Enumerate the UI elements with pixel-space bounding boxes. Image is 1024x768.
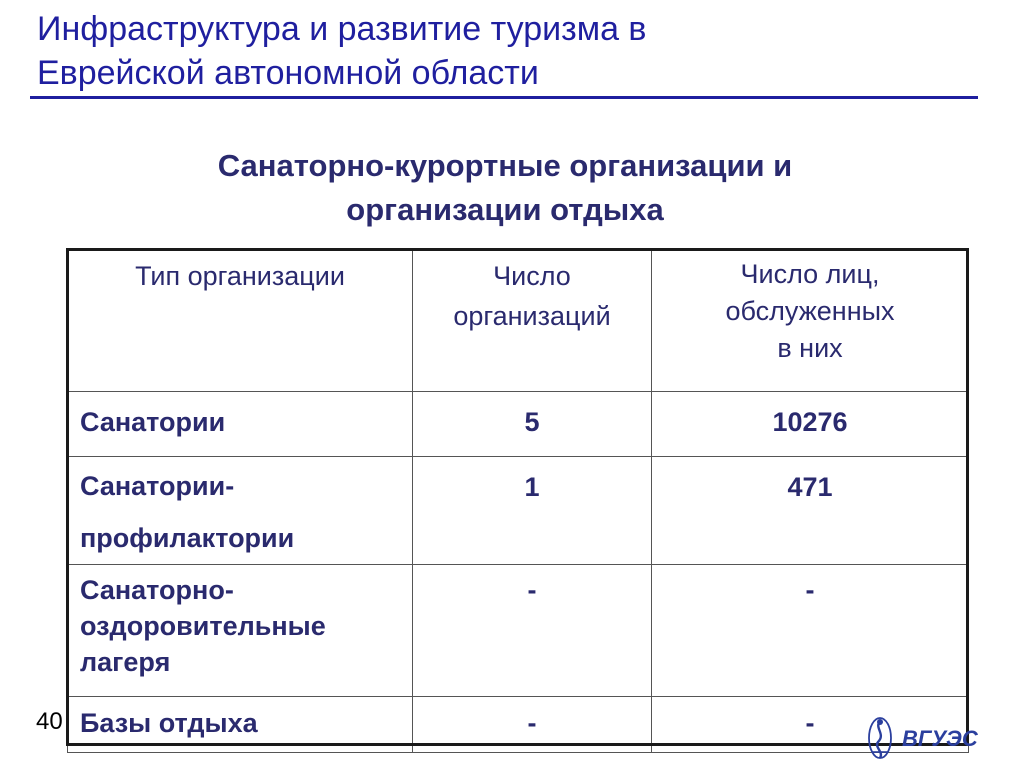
row-type-cell [68, 697, 413, 753]
row-served-cell [652, 565, 969, 697]
table-row [68, 457, 969, 565]
table-row [68, 697, 969, 753]
logo-emblem-icon [869, 718, 891, 758]
table-row [68, 392, 969, 457]
header-served-line-3: в них [777, 333, 843, 363]
row-type-cell [68, 565, 413, 697]
row-count: 1 [524, 472, 540, 502]
header-served-cell [652, 250, 969, 392]
row-count: - [527, 575, 537, 605]
row-served-cell [652, 457, 969, 565]
header-count-line-1: Число [493, 261, 571, 291]
logo-wordmark: ВГУЭС [902, 726, 978, 751]
row-type-cell [68, 457, 413, 565]
row-served: - [805, 708, 815, 738]
slide-title-line-1: Инфраструктура и развитие туризма в [37, 10, 647, 48]
slide-subtitle [60, 144, 950, 232]
row-count: 5 [524, 407, 540, 437]
row-type-line-1: Санатории- [80, 471, 235, 501]
row-type-line-1: Санаторно- [80, 575, 234, 605]
title-underline [30, 96, 978, 99]
row-type-cell [68, 392, 413, 457]
row-type-line-2: профилактории [80, 523, 295, 553]
row-count-cell [413, 697, 652, 753]
slide-title-line-2: Еврейской автономной области [37, 54, 539, 92]
row-count-cell [413, 457, 652, 565]
header-served-line-2: обслуженных [725, 296, 895, 326]
header-count-cell [413, 250, 652, 392]
header-count-line-2: организаций [453, 301, 611, 331]
row-type: Санатории [80, 407, 226, 437]
university-logo [862, 712, 992, 764]
organizations-table [67, 249, 969, 753]
table-header-row [68, 250, 969, 392]
row-served: 10276 [772, 407, 848, 437]
slide-title [37, 7, 977, 95]
row-count-cell [413, 392, 652, 457]
row-served-cell [652, 392, 969, 457]
table-row [68, 565, 969, 697]
slide-subtitle-line-1: Санаторно-курортные организации и [217, 148, 793, 183]
row-type-line-2: оздоровительные [80, 611, 326, 641]
slide-subtitle-line-2: организации отдыха [346, 192, 664, 227]
header-served-line-1: Число лиц, [740, 259, 880, 289]
row-type-line-3: лагеря [80, 647, 171, 677]
row-count-cell [413, 565, 652, 697]
row-type: Базы отдыха [80, 708, 258, 738]
page-number: 40 [36, 708, 63, 735]
header-type-cell [68, 250, 413, 392]
row-served: 471 [787, 472, 833, 502]
row-served: - [805, 575, 815, 605]
header-type: Тип организации [135, 261, 345, 291]
row-count: - [527, 708, 537, 738]
